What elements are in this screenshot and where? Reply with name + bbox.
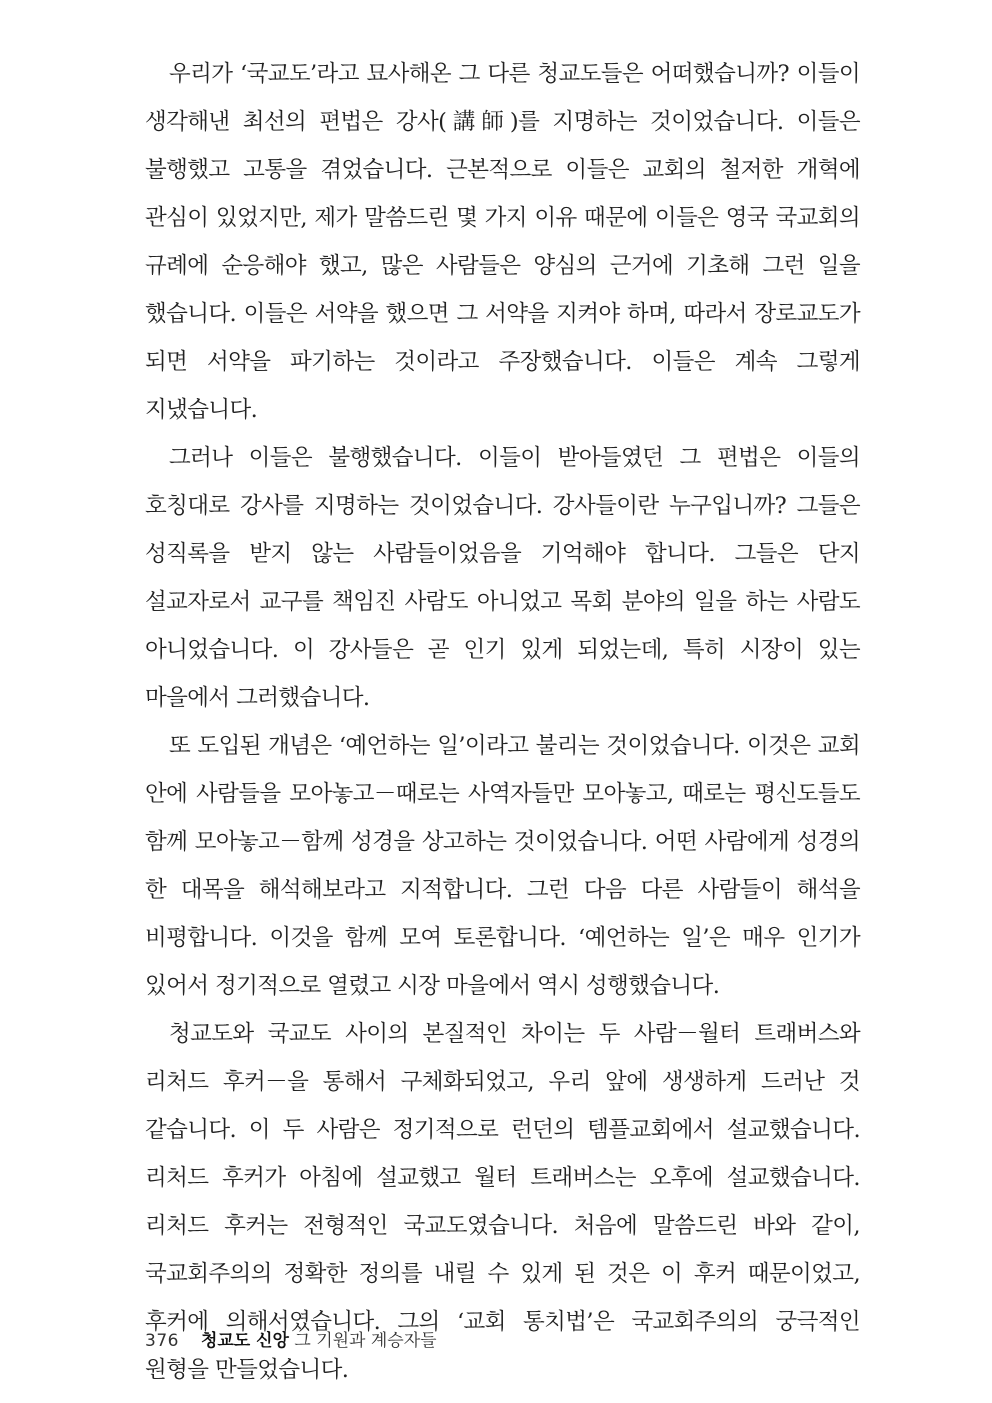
paragraph-4: 청교도와 국교도 사이의 본질적인 차이는 두 사람－월터 트래버스와 리처드 후커－을 통해서 구체화되었고, 우리 앞에 생생하게 드러난 것 같습니다. 이 두 사람은 정기적으로 런던의 템플교회에서 설교했습니다. 리처드 후커가 아침에 설교했고 월터 트래버스는 오후에 설교했습니다. 리처드 후커는 전형적인 국교도였습니다. 처음에 말씀드린 바와 같이, 국교회주의의 정확한 정의를 내릴 수 있게 된 것은 이 후커 때문이었고, 후커에 의해서였습니다. 그의 ‘교회 통치법’은 국교회주의의 궁극적인 원형을 만들었습니다. (145, 1021, 860, 1383)
paragraph-2: 그러나 이들은 불행했습니다. 이들이 받아들였던 그 편법은 이들의 호칭대로 강사를 지명하는 것이었습니다. 강사들이란 누구입니까? 그들은 성직록을 받지 않는 사람들이었음을 기억해야 합니다. 그들은 단지 설교자로서 교구를 책임진 사람도 아니었고 목회 분야의 일을 하는 사람도 아니었습니다. 이 강사들은 곧 인기 있게 되었는데, 특히 시장이 있는 마을에서 그러했습니다. (145, 445, 860, 711)
book-title-subtitle: 그 기원과 계승자들 (288, 1331, 437, 1351)
paragraph-1: 우리가 ‘국교도’라고 묘사해온 그 다른 청교도들은 어떠했습니까? 이들이 생각해낸 최선의 편법은 강사(講師)를 지명하는 것이었습니다. 이들은 불행했고 고통을 겪었습니다. 근본적으로 이들은 교회의 철저한 개혁에 관심이 있었지만, 제가 말씀드린 몇 가지 이유 때문에 이들은 영국 국교회의 규례에 순응해야 했고, 많은 사람들은 양심의 근거에 기초해 그런 일을 했습니다. 이들은 서약을 했으면 그 서약을 지켜야 하며, 따라서 장로교도가 되면 서약을 파기하는 것이라고 주장했습니다. 이들은 계속 그렇게 지냈습니다. (145, 61, 860, 423)
page-number: 376 (145, 1331, 179, 1351)
book-title-main: 청교도 신앙 (200, 1331, 289, 1351)
body-text (145, 50, 860, 1394)
paragraph-3: 또 도입된 개념은 ‘예언하는 일’이라고 불리는 것이었습니다. 이것은 교회 안에 사람들을 모아놓고－때로는 사역자들만 모아놓고, 때로는 평신도들도 함께 모아놓고－함께 성경을 상고하는 것이었습니다. 어떤 사람에게 성경의 한 대목을 해석해보라고 지적합니다. 그런 다음 다른 사람들이 해석을 비평합니다. 이것을 함께 모여 토론합니다. ‘예언하는 일’은 매우 인기가 있어서 정기적으로 열렸고 시장 마을에서 역시 성행했습니다. (145, 733, 860, 999)
page-footer (145, 1326, 437, 1351)
